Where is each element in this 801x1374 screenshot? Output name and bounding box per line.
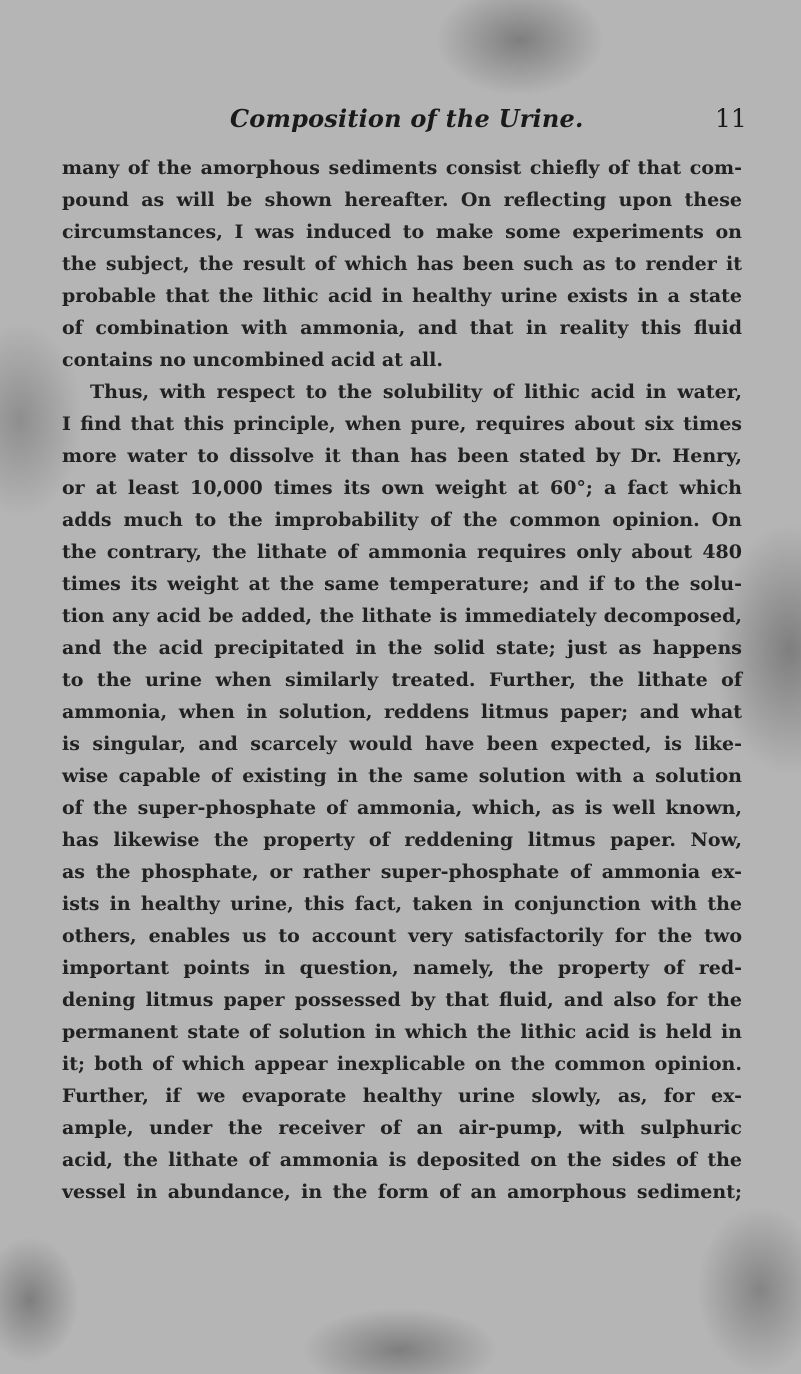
text-line: it; both of which appear inexplicable on the common opinion.: [62, 1053, 742, 1075]
text-line: Further, if we evaporate healthy urine slowly, as, for ex-: [62, 1085, 742, 1107]
text-line: the subject, the result of which has been such as to render it: [62, 253, 742, 275]
text-line: vessel in abundance, in the form of an amorphous sediment;: [62, 1181, 742, 1203]
text-line: many of the amorphous sediments consist chiefly of that com-: [62, 157, 742, 179]
text-line: important points in question, namely, the property of red-: [62, 957, 742, 979]
text-line: as the phosphate, or rather super-phosphate of ammonia ex-: [62, 861, 742, 883]
text-line: others, enables us to account very satisfactorily for the two: [62, 925, 742, 947]
text-line: permanent state of solution in which the lithic acid is held in: [62, 1021, 742, 1043]
text-line: the contrary, the lithate of ammonia requires only about 480: [62, 541, 742, 563]
text-line: to the urine when similarly treated. Further, the lithate of: [62, 669, 742, 691]
running-title: Composition of the Urine.: [230, 104, 584, 133]
text-line: contains no uncombined acid at all.: [62, 349, 443, 371]
text-line: of the super-phosphate of ammonia, which, as is well known,: [62, 797, 742, 819]
text-line: probable that the lithic acid in healthy urine exists in a state: [62, 285, 742, 307]
text-line: dening litmus paper possessed by that fluid, and also for the: [62, 989, 742, 1011]
page-number: 11: [715, 104, 747, 133]
text-line: wise capable of existing in the same solution with a solution: [62, 765, 742, 787]
page-header: [60, 104, 800, 144]
text-line: has likewise the property of reddening litmus paper. Now,: [62, 829, 742, 851]
text-line: circumstances, I was induced to make some experiments on: [62, 221, 742, 243]
text-line: is singular, and scarcely would have been expected, is like-: [62, 733, 742, 755]
text-line: ample, under the receiver of an air-pump, with sulphuric: [62, 1117, 742, 1139]
text-line: ammonia, when in solution, reddens litmus paper; and what: [62, 701, 742, 723]
paragraph-start-line: Thus, with respect to the solubility of lithic acid in water,: [90, 381, 742, 403]
text-line: or at least 10,000 times its own weight at 60°; a fact which: [62, 477, 742, 499]
text-line: of combination with ammonia, and that in reality this fluid: [62, 317, 742, 339]
text-line: pound as will be shown hereafter. On reflecting upon these: [62, 189, 742, 211]
text-line: adds much to the improbability of the common opinion. On: [62, 509, 742, 531]
text-line: times its weight at the same temperature; and if to the solu-: [62, 573, 742, 595]
text-line: I find that this principle, when pure, requires about six times: [62, 413, 742, 435]
text-line: tion any acid be added, the lithate is immediately decomposed,: [62, 605, 742, 627]
text-line: and the acid precipitated in the solid state; just as happens: [62, 637, 742, 659]
text-line: more water to dissolve it than has been stated by Dr. Henry,: [62, 445, 742, 467]
text-line: ists in healthy urine, this fact, taken in conjunction with the: [62, 893, 742, 915]
text-line: acid, the lithate of ammonia is deposited on the sides of the: [62, 1149, 742, 1171]
body-text: [62, 152, 742, 1208]
